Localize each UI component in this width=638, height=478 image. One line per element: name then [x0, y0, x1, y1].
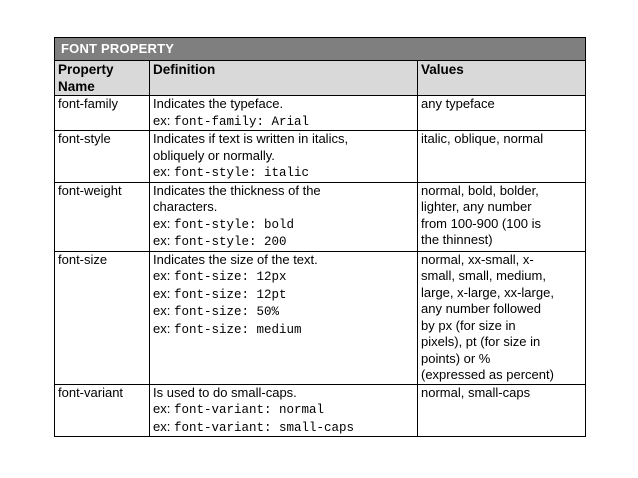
values-line: the thinnest): [421, 232, 493, 247]
cell-property-name: font-weight: [55, 182, 150, 251]
table-body: [55, 96, 586, 437]
values-line: pixels), pt (for size in: [421, 334, 541, 349]
cell-definition: [150, 96, 418, 131]
example-code: font-size: 12px: [173, 270, 287, 284]
table-row: [55, 131, 586, 183]
values-line: from 100-900 (100 is: [421, 215, 541, 231]
cell-definition: [150, 384, 418, 437]
cell-values: [418, 384, 586, 437]
example-line: [153, 216, 414, 234]
font-property-table: [54, 37, 586, 437]
cell-values: [418, 131, 586, 183]
definition-line: Indicates the thickness of the: [153, 182, 321, 198]
cell-property-name: font-family: [55, 96, 150, 131]
table-title-row: [55, 38, 586, 61]
example-prefix: ex:: [153, 112, 174, 128]
example-line: [153, 286, 414, 304]
example-code: font-family: Arial: [173, 114, 309, 129]
definition-line: Indicates if text is written in italics,: [153, 131, 349, 146]
table-row: [55, 251, 586, 384]
header-values: Values: [418, 61, 586, 96]
definition-line: Indicates the size of the text.: [153, 251, 318, 267]
definition-line: obliquely or normally.: [153, 147, 275, 163]
example-line: [153, 303, 414, 321]
values-line: small, small, medium,: [421, 268, 546, 283]
example-prefix: ex:: [153, 164, 174, 179]
example-prefix: ex:: [153, 215, 174, 231]
table-row: [55, 384, 586, 437]
values-line: normal, xx-small, x-: [421, 251, 534, 267]
example-code: font-variant: normal: [173, 403, 324, 417]
table-row: [55, 96, 586, 131]
table-row: [55, 182, 586, 251]
definition-line: characters.: [153, 199, 218, 214]
definition-line: Is used to do small-caps.: [153, 384, 297, 400]
header-definition: Definition: [150, 61, 418, 96]
cell-property-name: font-size: [55, 251, 150, 384]
example-line: [153, 113, 414, 131]
example-line: [153, 401, 414, 419]
cell-definition: [150, 131, 418, 183]
header-property-name: [55, 61, 150, 96]
values-line: (expressed as percent): [421, 367, 554, 382]
cell-property-name: font-style: [55, 131, 150, 183]
example-line: [153, 164, 414, 182]
values-line: normal, small-caps: [421, 384, 531, 400]
values-line: normal, bold, bolder,: [421, 182, 539, 198]
example-line: [153, 419, 414, 437]
example-code: font-style: 200: [173, 235, 287, 249]
example-prefix: ex:: [153, 233, 174, 248]
example-code: font-size: 12pt: [173, 287, 287, 302]
example-prefix: ex:: [153, 320, 174, 336]
example-prefix: ex:: [153, 268, 174, 283]
values-line: large, x-large, xx-large,: [421, 284, 554, 300]
table-title: FONT PROPERTY: [55, 38, 586, 61]
example-code: font-size: medium: [173, 322, 302, 337]
example-code: font-size: 50%: [173, 305, 279, 319]
example-prefix: ex:: [153, 285, 174, 301]
values-line: points) or %: [421, 350, 491, 366]
definition-line: Indicates the typeface.: [153, 96, 284, 111]
cell-property-name: font-variant: [55, 384, 150, 437]
values-line: by px (for size in: [421, 317, 516, 333]
example-code: font-style: italic: [173, 166, 309, 180]
values-line: lighter, any number: [421, 199, 532, 214]
cell-values: [418, 251, 586, 384]
values-line: any typeface: [421, 96, 495, 111]
header-property-line2: Name: [58, 79, 95, 94]
example-line: [153, 233, 414, 251]
values-line: italic, oblique, normal: [421, 131, 544, 146]
table-header-row: [55, 61, 586, 96]
cell-definition: [150, 251, 418, 384]
values-line: any number followed: [421, 301, 541, 316]
example-prefix: ex:: [153, 418, 174, 434]
example-prefix: ex:: [153, 401, 174, 416]
example-prefix: ex:: [153, 303, 174, 318]
example-code: font-style: bold: [173, 217, 294, 232]
example-line: [153, 321, 414, 339]
cell-values: [418, 182, 586, 251]
example-code: font-variant: small-caps: [173, 420, 354, 435]
cell-definition: [150, 182, 418, 251]
header-property-line1: Property: [58, 62, 114, 77]
cell-values: [418, 96, 586, 131]
example-line: [153, 268, 414, 286]
